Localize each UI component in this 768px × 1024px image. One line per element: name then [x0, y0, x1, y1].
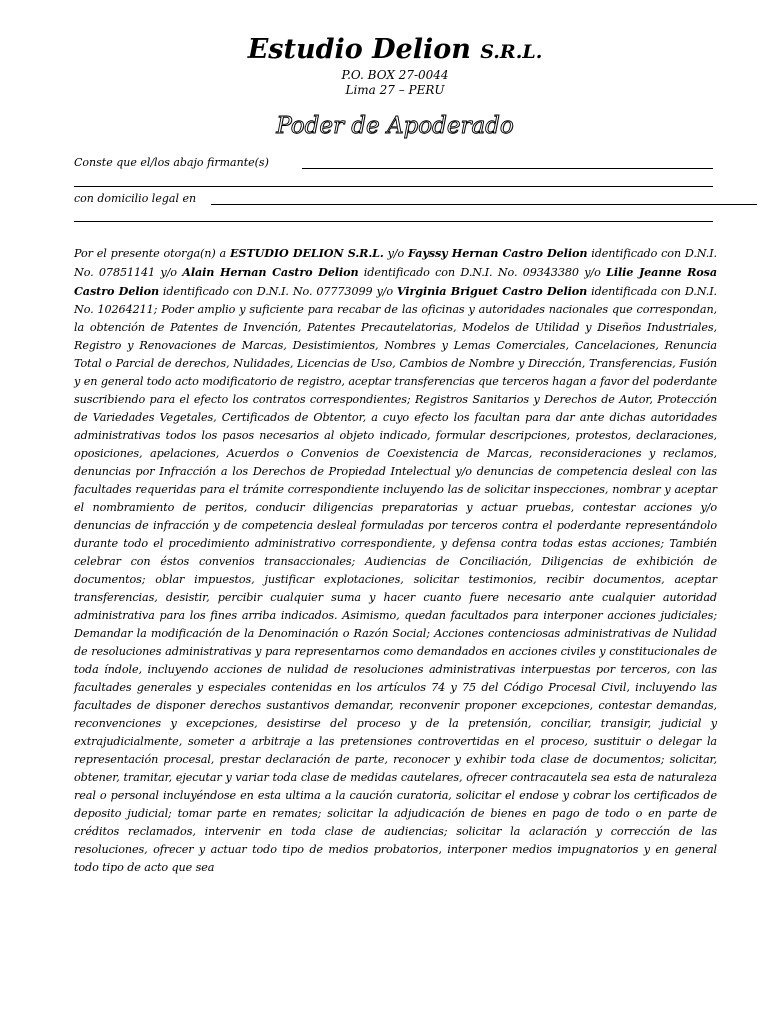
- domicile-label: con domicilio legal en: [74, 192, 197, 205]
- domicile-line-2[interactable]: [74, 221, 713, 222]
- attorney-name-3: Lilie Jeanne Rosa Castro Delion: [74, 265, 717, 298]
- document-title: Poder de Apoderado: [276, 113, 514, 139]
- firm-name: ESTUDIO DELION S.R.L.: [229, 246, 384, 260]
- letterhead: [0, 34, 768, 98]
- domicile-line[interactable]: [211, 204, 757, 205]
- signer-label: Conste que el/los abajo firmante(s): [74, 156, 269, 169]
- power-of-attorney-body: [74, 244, 717, 877]
- attorney-name-4: Virginia Briguet Castro Delion: [396, 284, 588, 298]
- body-text-4: identificado con D.N.I. No. 09343380 y/o: [358, 266, 607, 279]
- company-suffix: S.R.L.: [480, 41, 543, 63]
- city-country: Lima 27 – PERU: [345, 83, 445, 97]
- attorney-name-1: Fayssy Hernan Castro Delion: [407, 246, 588, 260]
- po-box: P.O. BOX 27-0044: [341, 68, 449, 82]
- body-text-3: identificado con D.N.I. No. 07851141 y/o: [74, 247, 718, 279]
- body-text-5: identificado con D.N.I. No. 07773099 y/o: [158, 285, 397, 298]
- signer-name-line[interactable]: [302, 168, 713, 169]
- attorney-name-2: Alain Hernan Castro Delion: [182, 265, 359, 279]
- signer-name-line-2[interactable]: [74, 186, 713, 187]
- body-text-6: identificada con D.N.I. No. 10264211; Poder amplio y suficiente para recabar de las oficinas y autoridades nacionales que correspondan, la obtención de Patentes de Invención, Patentes Precautelatorias, Modelos de Utilidad y Diseños Industriales, Registro y Renovaciones de Marcas, Desistimientos, Nombres y Lemas Comerciales, Cancelaciones, Renuncia Total o Parcial de derechos, Nulidades, Licencias de Uso, Cambios de Nombre y Dirección, Transferencias, Fusión y en general todo acto modificatorio de registro, aceptar transferencias que terceros hagan a favor del poderdante suscribiendo para el efecto los contratos correspondientes; Registros Sanitarios y Derechos de Autor, Protección de Variedades Vegetales, Certificados de Obtentor, a cuyo efecto los facultan para dar ante dichas autoridades administrativas todos los pasos necesarios al objeto indicado, formular descripciones, protestos, declaraciones, oposiciones, apelaciones, Acuerdos o Convenios de Coexistencia de Marcas, reconsideraciones y reclamos, denuncias por Infracción a los Derechos de Propiedad Intelectual y/o denuncias de competencia desleal con las facultades requeridas para el trámite correspondiente incluyendo las de solicitar inspecciones, nombrar y aceptar el nombramiento de peritos, conducir diligencias preparatorias y actuar pruebas, contestar acciones y/o denuncias de infracción y de competencia desleal formuladas por terceros contra el poderdante representándolo durante todo el procedimiento administrativo correspondiente, y defensa contra todas estas acciones; También celebrar con éstos convenios transaccionales; Audiencias de Conciliación, Diligencias de exhibición de documentos; oblar impuestos, justificar explotaciones, solicitar testimonios, recibir documentos, aceptar transferencias, desistir, percibir cualquier suma y hacer cuanto fuere necesario ante cualquier autoridad administrativa para los fines arriba indicados. Asimismo, quedan facultados para interponer acciones judiciales; Demandar la modificación de la Denominación o Razón Social; Acciones contenciosas administrativas de Nulidad de resoluciones administrativas y para representarnos como demandados en acciones civiles y constitucionales de toda índole, incluyendo acciones de nulidad de resoluciones administrativas interpuestas por terceros, con las facultades generales y especiales contenidas en los artículos 74 y 75 del Código Procesal Civil, incluyendo las facultades de disponer derechos sustantivos demandar, reconvenir proponer excepciones, contestar demandas, reconvenciones y excepciones, desistirse del proceso y de la pretensión, conciliar, transigir, judicial y extrajudicialmente, someter a arbitraje a las pretensiones controvertidas en el proceso, sustituir o delegar la representación procesal, prestar declaración de parte, reconocer y exhibir toda clase de documentos; solicitar, obtener, tramitar, ejecutar y variar toda clase de medidas cautelares, ofrecer contracautela sea esta de naturaleza real o personal incluyéndose en esta ultima a la caución curatoria, solicitar el endose y cobrar los certificados de deposito judicial; tomar parte en remates; solicitar la adjudicación de bienes en pago de todo o en parte de créditos reclamados, intervenir en toda clase de audiencias; solicitar la aclaración y corrección de las resoluciones, ofrecer y actuar todo tipo de medios probatorios, interponer medios impugnatorios y en general todo tipo de acto que sea: [74, 285, 717, 874]
- body-text-2: y/o: [383, 247, 408, 260]
- company-name-text: Estudio Delion: [247, 34, 471, 65]
- company-name: [0, 34, 768, 68]
- body-text-1: Por el presente otorga(n) a: [74, 247, 230, 260]
